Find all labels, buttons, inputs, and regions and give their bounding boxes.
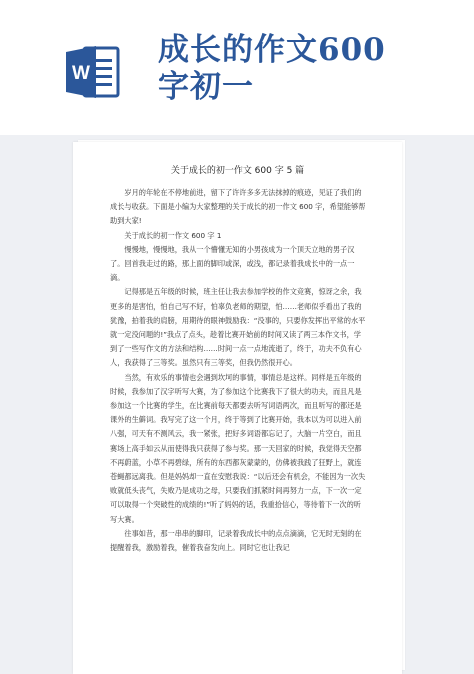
section-heading: 关于成长的初一作文 600 字 1 — [124, 230, 222, 240]
paragraph: 往事如昔，那一串串的脚印，记录着我成长中的点点滴滴，它无时无刻的在提醒着我，激励着我，催着我奋发向上。同时它也让我记 — [110, 528, 362, 553]
document-page — [73, 142, 402, 674]
title-line-2: 字初一 — [158, 69, 254, 105]
document-body — [110, 186, 366, 555]
word-document-icon — [62, 42, 122, 102]
paragraph: 记得那是五年级的时候，班主任让我去参加学校的作文竞赛，惊讶之余，我更多的是害怕，怕自己写不好，怕辜负老师的期望，怕……老师似乎看出了我的犹豫，拍着我的肩膀，用期待的眼神鼓励我：“没事的，只要你发挥出平常的水平就一定没问题的!”我点了点头，趁着比赛开始前的时间又读了两三本作文书，学到了一些写作文的方法和结构……时间一点一点地流逝了，终于，功夫不负有心人，我获得了三等奖。虽然只有三等奖，但我仍然很开心。 — [110, 287, 366, 368]
page-title — [158, 32, 386, 106]
document-heading: 关于成长的初一作文 600 字 5 篇 — [170, 166, 305, 176]
paragraph: 岁月的年轮在不停地前进，留下了许许多多无法抹掉的痕迹，见证了我们的成长与收获。下面是小编为大家整理的关于成长的初一作文 600 字，希望能够帮助到大家! — [110, 188, 366, 226]
paragraph: 当然，有欢乐的事情也会遇到坎坷的事情，事情总是这样。同样是五年级的时候，我参加了汉字听写大赛，为了参加这个比赛我下了很大的功夫，而且凡是参加这一个比赛的学生，在比赛前每天都要去听写词语两次，而且听写的都还是课外的生僻词。我写完了这一个月，终于等到了比赛开始，我本以为可以进入前八强，可天有不测风云，我一紧张，把好多词语都忘记了，大脑一片空白，而且赛场上高手如云从而使得我只获得了参与奖。那一天回家的时候，我觉得天空都不再蔚蓝，小草不再碧绿，所有的东西都灰蒙蒙的，仿佛被我践了狂野上，就连苍蝇都远离我。但是妈妈却一直在安慰我说：“以后还会有机会，不能因为一次失败就低头丧气，失败乃是成功之母，只要我们抓紧时间再努力一点，下一次一定可以取得一个突破性的成绩的!”听了妈妈的话，我重拾信心，等待着下一次的听写大赛。 — [110, 372, 366, 524]
title-line-1: 成长的作文600 — [158, 32, 386, 68]
header-banner — [0, 0, 474, 135]
paragraph: 慢慢地，慢慢地，我从一个懵懂无知的小男孩成为一个顶天立地的男子汉了。回首我走过的路，那上面的脚印或深，或浅，都记录着我成长中的一点一滴。 — [110, 244, 355, 283]
svg-text:W: W — [72, 63, 90, 84]
